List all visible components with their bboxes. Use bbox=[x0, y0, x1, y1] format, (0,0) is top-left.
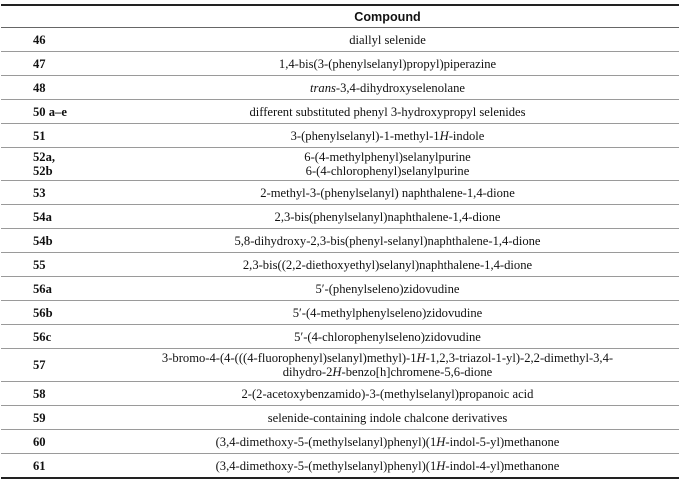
compound-name: 5′-(4-methylphenylseleno)zidovudine bbox=[96, 301, 679, 325]
id-column-header bbox=[1, 5, 96, 28]
compound-name: 2-methyl-3-(phenylselanyl) naphthalene-1,4-dione bbox=[96, 181, 679, 205]
table-row bbox=[1, 205, 679, 229]
compound-id: 56b bbox=[1, 301, 96, 325]
compound-id: 54a bbox=[1, 205, 96, 229]
table-row bbox=[1, 229, 679, 253]
compound-name: (3,4-dimethoxy-5-(methylselanyl)phenyl)(1H-indol-5-yl)methanone bbox=[96, 430, 679, 454]
compound-name: (3,4-dimethoxy-5-(methylselanyl)phenyl)(1H-indol-4-yl)methanone bbox=[96, 454, 679, 479]
compound-name: 5,8-dihydroxy-2,3-bis(phenyl-selanyl)naphthalene-1,4-dione bbox=[96, 229, 679, 253]
compound-id: 57 bbox=[1, 349, 96, 382]
compound-name: trans-3,4-dihydroxyselenolane bbox=[96, 76, 679, 100]
table-row bbox=[1, 124, 679, 148]
table-row bbox=[1, 430, 679, 454]
compound-id: 47 bbox=[1, 52, 96, 76]
compound-name: selenide-containing indole chalcone derivatives bbox=[96, 406, 679, 430]
compound-column-header: Compound bbox=[96, 5, 679, 28]
table-row bbox=[1, 301, 679, 325]
compound-name: 2-(2-acetoxybenzamido)-3-(methylselanyl)propanoic acid bbox=[96, 382, 679, 406]
table-row bbox=[1, 148, 679, 181]
compound-name: 2,3-bis(phenylselanyl)naphthalene-1,4-dione bbox=[96, 205, 679, 229]
compound-id: 52a, 52b bbox=[1, 148, 96, 181]
compound-name: 2,3-bis((2,2-diethoxyethyl)selanyl)naphthalene-1,4-dione bbox=[96, 253, 679, 277]
compound-name: 5′-(4-chlorophenylseleno)zidovudine bbox=[96, 325, 679, 349]
table-row bbox=[1, 28, 679, 52]
compound-id: 46 bbox=[1, 28, 96, 52]
compound-id: 60 bbox=[1, 430, 96, 454]
compound-id: 56a bbox=[1, 277, 96, 301]
table-row bbox=[1, 181, 679, 205]
table-row bbox=[1, 253, 679, 277]
compound-id: 61 bbox=[1, 454, 96, 479]
compound-id: 54b bbox=[1, 229, 96, 253]
compound-name: 6-(4-methylphenyl)selanylpurine 6-(4-chlorophenyl)selanylpurine bbox=[96, 148, 679, 181]
compound-name: 1,4-bis(3-(phenylselanyl)propyl)piperazine bbox=[96, 52, 679, 76]
compound-id: 55 bbox=[1, 253, 96, 277]
compound-id: 51 bbox=[1, 124, 96, 148]
table-row bbox=[1, 406, 679, 430]
table-row bbox=[1, 76, 679, 100]
compound-name: 3-(phenylselanyl)-1-methyl-1H-indole bbox=[96, 124, 679, 148]
compound-id: 58 bbox=[1, 382, 96, 406]
compound-table bbox=[1, 4, 679, 479]
table-row bbox=[1, 277, 679, 301]
compound-name: diallyl selenide bbox=[96, 28, 679, 52]
compound-name: 5′-(phenylseleno)zidovudine bbox=[96, 277, 679, 301]
table-header-row bbox=[1, 5, 679, 28]
table-row bbox=[1, 382, 679, 406]
table-row bbox=[1, 100, 679, 124]
table-row bbox=[1, 325, 679, 349]
table-row bbox=[1, 52, 679, 76]
compound-id: 59 bbox=[1, 406, 96, 430]
compound-id: 48 bbox=[1, 76, 96, 100]
compound-name: 3-bromo-4-(4-(((4-fluorophenyl)selanyl)methyl)-1H-1,2,3-triazol-1-yl)-2,2-dimethyl-3,4- dihydro-2H-benzo[h]chromene-5,6-dione bbox=[96, 349, 679, 382]
compound-name: different substituted phenyl 3-hydroxypropyl selenides bbox=[96, 100, 679, 124]
compound-id: 53 bbox=[1, 181, 96, 205]
compound-id: 56c bbox=[1, 325, 96, 349]
table-row bbox=[1, 349, 679, 382]
compound-id: 50 a–e bbox=[1, 100, 96, 124]
table-row bbox=[1, 454, 679, 479]
